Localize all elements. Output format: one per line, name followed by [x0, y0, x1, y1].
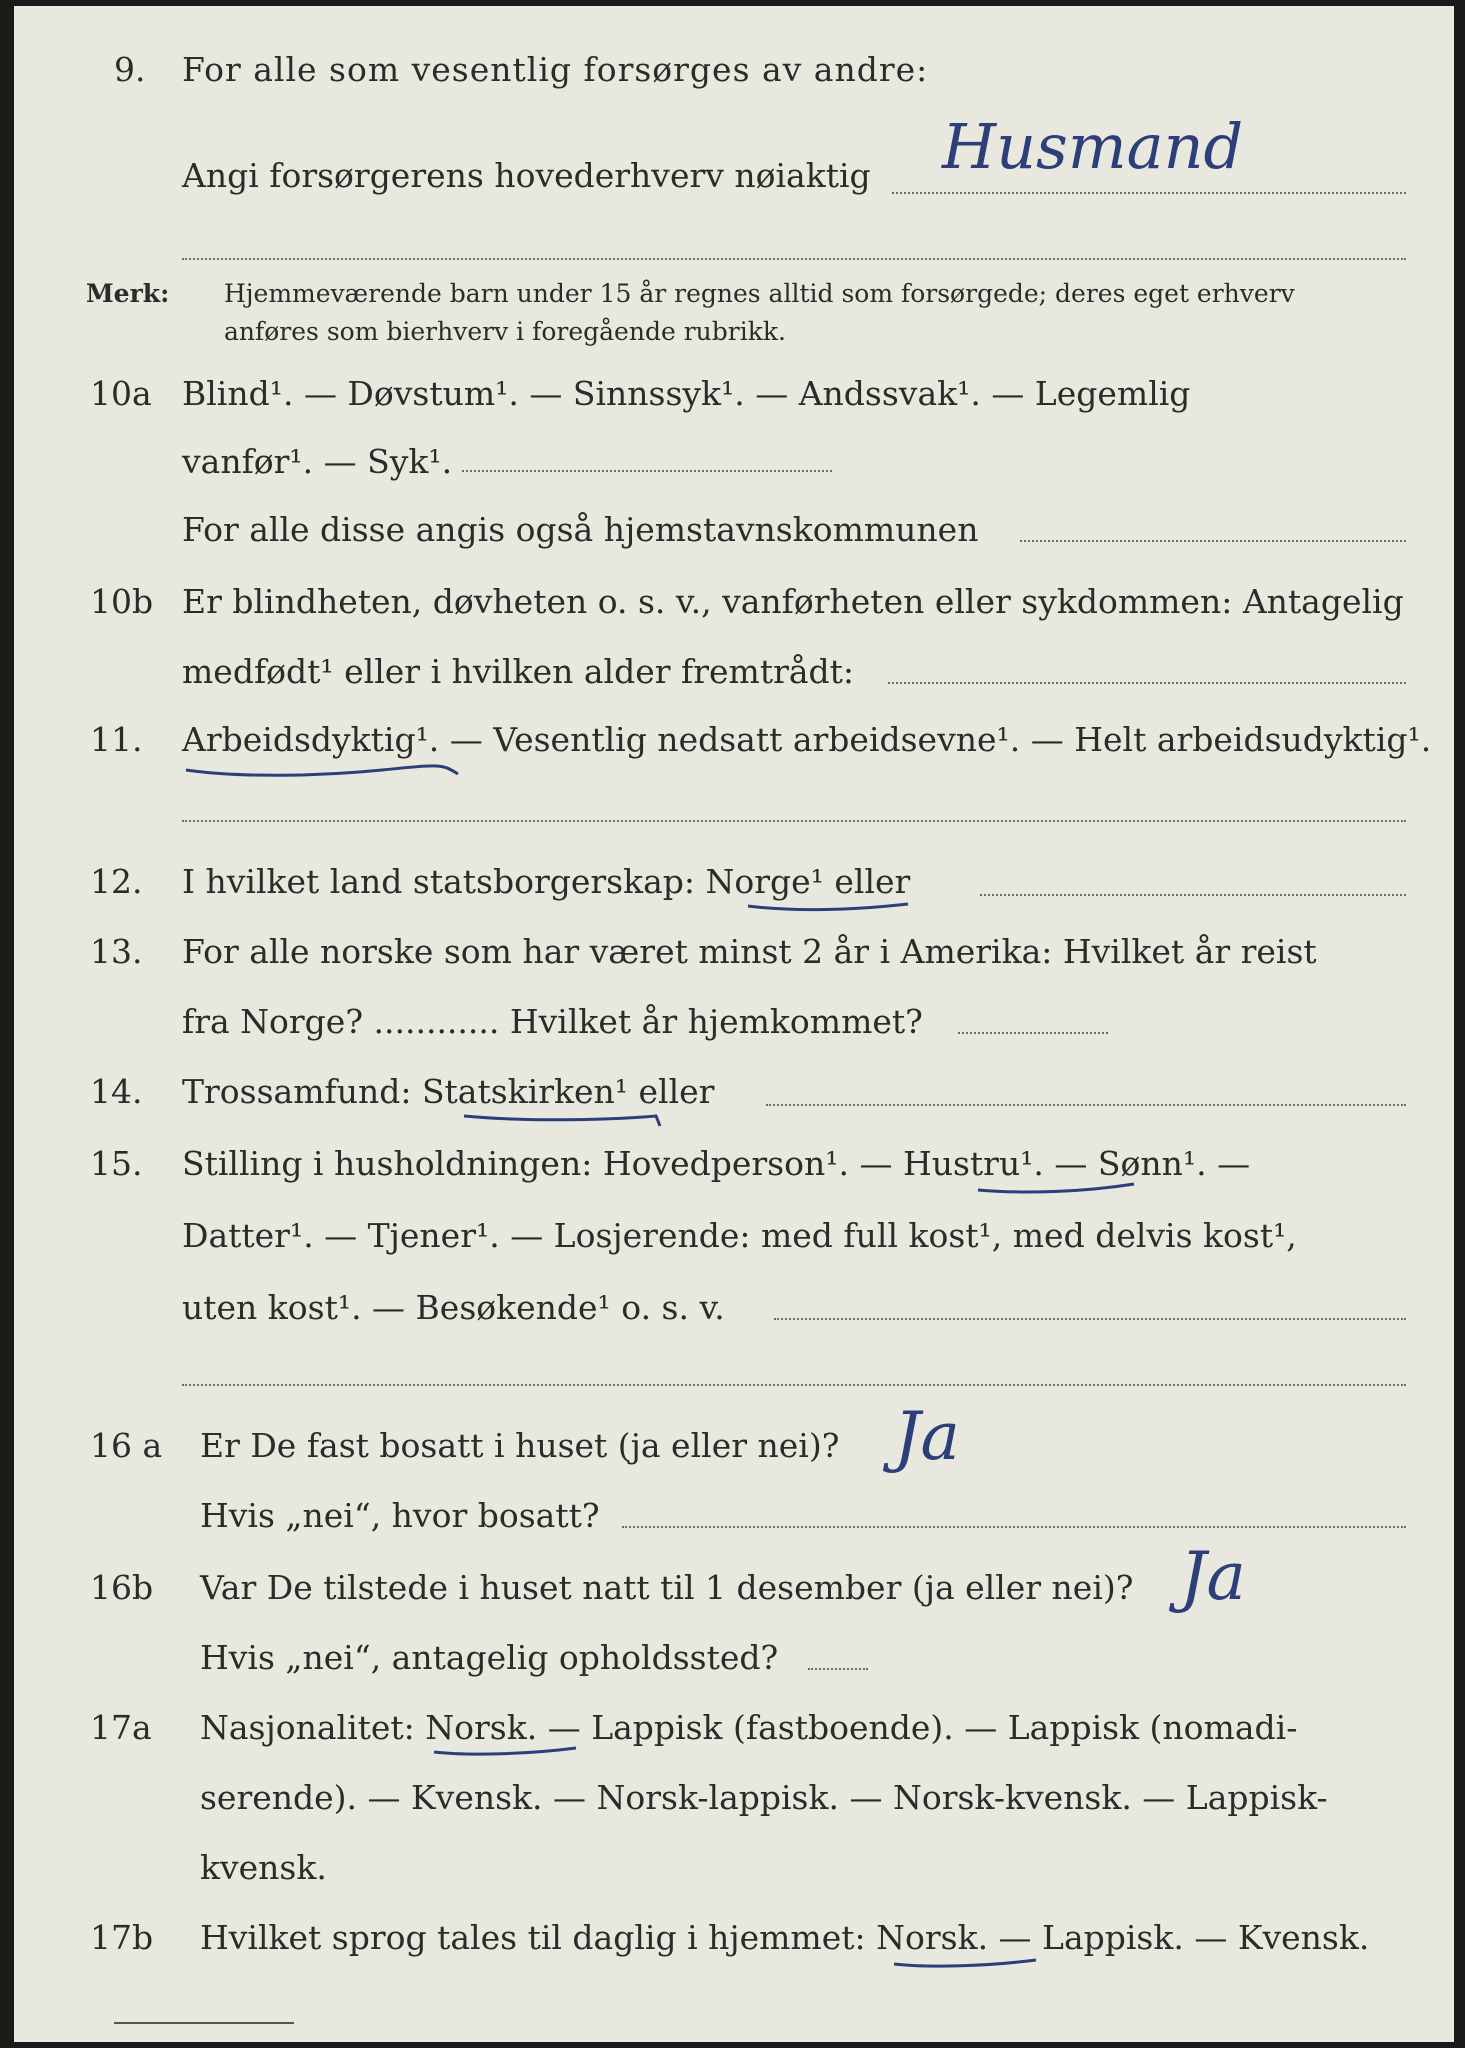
item-9-answer-dots	[892, 192, 1406, 194]
item-10a-dots-1	[462, 470, 832, 472]
item-9-handwritten-answer: Husmand	[942, 110, 1244, 183]
note-line2: anføres som bierhverv i foregående rubrikk.	[224, 317, 786, 346]
item-16a-line2: Hvis „nei“, hvor bosatt?	[200, 1496, 600, 1535]
census-form-page	[14, 6, 1454, 2042]
item-10a-line2: vanfør¹. — Syk¹.	[182, 442, 453, 481]
item-10b-line1: Er blindheten, døvheten o. s. v., vanførheten eller sykdommen: Antagelig	[182, 582, 1404, 621]
item-16a-line1: Er De fast bosatt i huset (ja eller nei)?	[200, 1426, 840, 1465]
item-16b-number: 16b	[90, 1568, 154, 1607]
item-10a-number: 10a	[90, 374, 152, 413]
item-9-extra-dots	[182, 258, 1406, 260]
item-14-handwritten-underline	[460, 1106, 670, 1132]
item-13-line2: fra Norge? ............ Hvilket år hjemkommet?	[182, 1002, 923, 1041]
item-14-dots	[766, 1104, 1406, 1106]
item-17a-number: 17a	[90, 1708, 152, 1747]
item-15-line1: Stilling i husholdningen: Hovedperson¹. — Hustru¹. — Sønn¹. —	[182, 1144, 1251, 1183]
item-16b-handwritten-answer: Ja	[1180, 1538, 1246, 1615]
item-16b-line1: Var De tilstede i huset natt til 1 desember (ja eller nei)?	[200, 1568, 1134, 1607]
footnote-rule	[114, 2022, 294, 2024]
item-11-number: 11.	[90, 720, 143, 759]
item-15-number: 15.	[90, 1144, 143, 1183]
item-10a-line3: For alle disse angis også hjemstavnskommunen	[182, 510, 979, 549]
item-15-line3: uten kost¹. — Besøkende¹ o. s. v.	[182, 1288, 725, 1327]
item-10b-line2: medfødt¹ eller i hvilken alder fremtrådt:	[182, 652, 855, 691]
item-12-line1: I hvilket land statsborgerskap: Norge¹ eller	[182, 862, 911, 901]
item-17b-line1: Hvilket sprog tales til daglig i hjemmet: Norsk. — Lappisk. — Kvensk.	[200, 1918, 1370, 1957]
item-16a-dots	[622, 1526, 1406, 1528]
item-12-dots	[980, 894, 1406, 896]
item-14-line1: Trossamfund: Statskirken¹ eller	[182, 1072, 715, 1111]
item-17b-handwritten-underline	[890, 1954, 1040, 1974]
item-17a-line2: serende). — Kvensk. — Norsk-lappisk. — Norsk-kvensk. — Lappisk-	[200, 1778, 1328, 1817]
item-11-extra-dots	[182, 820, 1406, 822]
item-17a-line1: Nasjonalitet: Norsk. — Lappisk (fastboende). — Lappisk (nomadi-	[200, 1708, 1298, 1747]
item-9-number: 9.	[114, 50, 146, 89]
item-15-handwritten-underline	[974, 1178, 1144, 1202]
item-10a-line1: Blind¹. — Døvstum¹. — Sinnssyk¹. — Andssvak¹. — Legemlig	[182, 374, 1191, 413]
item-17a-line3: kvensk.	[200, 1848, 327, 1887]
item-10b-number: 10b	[90, 582, 154, 621]
item-9-line2: Angi forsørgerens hovederhverv nøiaktig	[182, 156, 871, 195]
item-16b-dots	[808, 1668, 868, 1670]
note-line1: Hjemmeværende barn under 15 år regnes alltid som forsørgede; deres eget erhverv	[224, 279, 1295, 308]
item-11-handwritten-underline	[182, 756, 462, 786]
item-14-number: 14.	[90, 1072, 143, 1111]
item-13-line1: For alle norske som har været minst 2 år i Amerika: Hvilket år reist	[182, 932, 1317, 971]
item-16a-handwritten-answer: Ja	[894, 1398, 960, 1475]
item-12-handwritten-underline	[744, 898, 914, 918]
item-17a-handwritten-underline	[430, 1742, 580, 1762]
item-16a-number: 16 a	[90, 1426, 163, 1465]
item-15-line2: Datter¹. — Tjener¹. — Losjerende: med full kost¹, med delvis kost¹,	[182, 1216, 1297, 1255]
item-13-dots	[958, 1032, 1108, 1034]
item-13-number: 13.	[90, 932, 143, 971]
item-9-line1: For alle som vesentlig forsørges av andre:	[182, 50, 929, 89]
item-17b-number: 17b	[90, 1918, 154, 1957]
item-15-dots	[774, 1318, 1406, 1320]
item-11-line1: Arbeidsdyktig¹. — Vesentlig nedsatt arbeidsevne¹. — Helt arbeidsudyktig¹.	[182, 720, 1432, 759]
item-15-extra-dots	[182, 1384, 1406, 1386]
item-16b-line2: Hvis „nei“, antagelig opholdssted?	[200, 1638, 779, 1677]
note-label: Merk:	[86, 279, 170, 308]
item-10a-dots-2	[1020, 540, 1406, 542]
item-12-number: 12.	[90, 862, 143, 901]
item-10b-dots	[888, 682, 1406, 684]
